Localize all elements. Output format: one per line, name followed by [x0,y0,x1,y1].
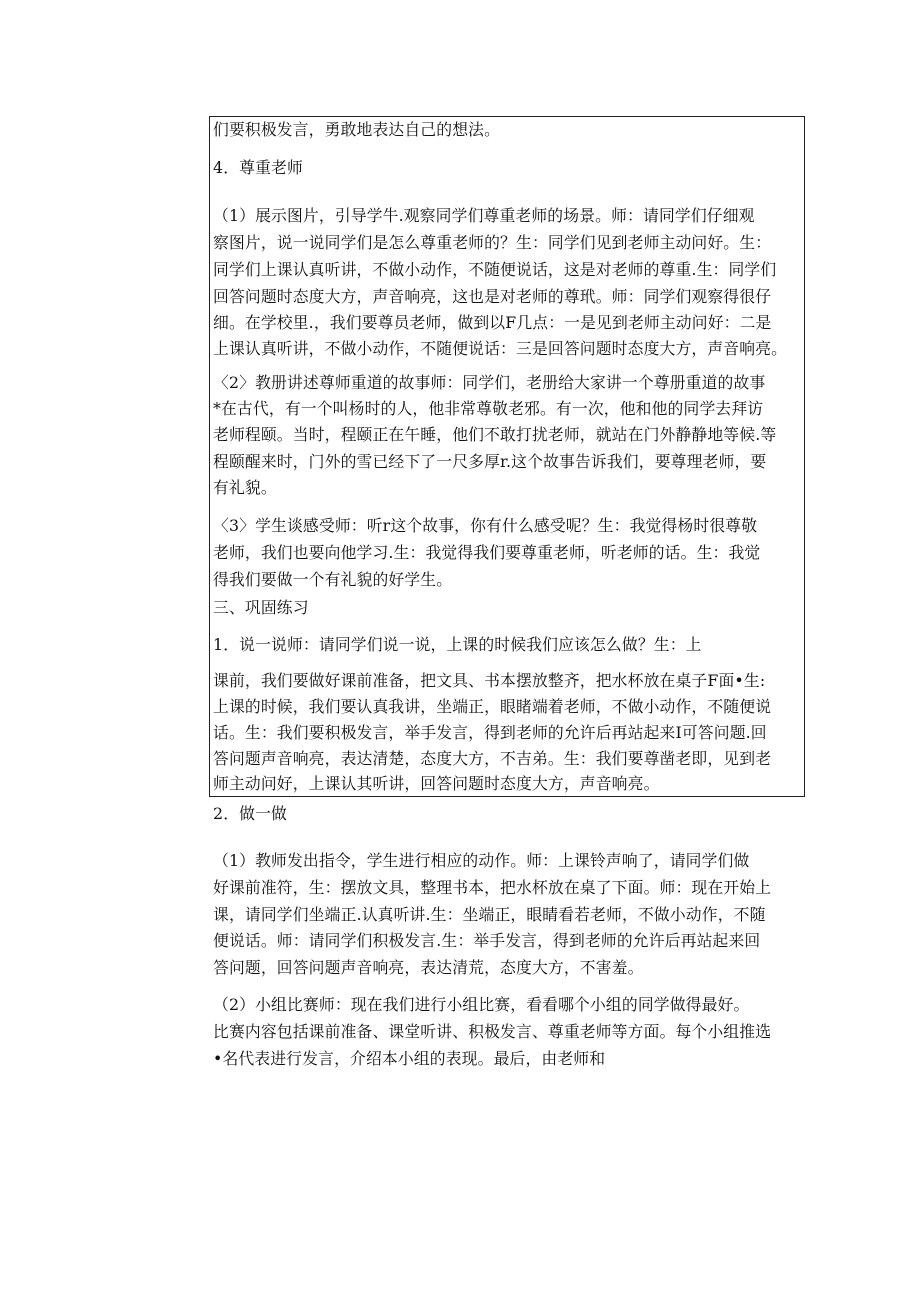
text-line: 答问题声音响亮，表达清楚，态度大方，不吉弟。生：我们要尊凿老即，见到老 [213,749,772,768]
text-line: （1）教师发出指令，学生进行相应的动作。师：上课铃声响了，请同学们做 [213,851,750,870]
text-line: （2）小组比赛师：现在我们进行小组比赛，看看哪个小组的同学做得最好。 [213,995,750,1014]
text-line: 课，请同学们坐端正.认真听讲.生：坐端正，眼睛看若老师，不做小动作，不随 [213,905,766,924]
text-line: 察图片，说一说同学们是怎么尊重老师的？生：同学们见到老师主动问好。生： [213,233,772,252]
text-line: 师主动问好，上课认其听讲，回答问题时态度大方，声音响亮。 [213,774,660,793]
text-line: 老师程颐。当时，程颐正在午睡，他们不敢打扰老师，就站在门外静静地等候.等 [213,425,777,444]
text-line: 比赛内容包括课前准备、课堂听讲、积极发言、尊重老师等方面。每个小组推选 [213,1022,772,1041]
text-line: 程颐醒来时，门外的雪已经下了一尺多厚r.这个故事告诉我们，要尊理老师，要 [213,452,767,471]
text-line: 话。生：我们要积极发言，举手发言，得到老师的允许后再站起来I可答问题.回 [213,723,767,742]
text-line: 细。在学校里.，我们要尊员老师，做到以F几点：一是见到老师主动问好：二是 [213,313,772,332]
text-line: 老师，我们也要向他学习.生：我觉得我们要尊重老师，听老师的话。生：我觉 [213,543,761,562]
section-heading: 2．做一做 [213,804,287,823]
text-line: 答问题，回答问题声音响亮，表达清荒，态度大方，不害羞。 [213,958,644,977]
text-line: 便说话。师：请同学们积极发言.生：举手发言，得到老师的允许后再站起来回 [213,931,761,950]
text-line: 〈3〉学生谈感受师：听r这个故事，你有什么感受呢？生：我觉得杨时很尊敬 [213,516,758,535]
section-heading: 三、巩固练习 [213,598,309,617]
text-line: 1．说一说师：请同学们说一说，上课的时候我们应该怎么做？生：上 [213,635,702,654]
text-line: （1）展示图片，引导学牛.观察同学们尊重老师的场景。师：请同学们仔细观 [213,206,755,225]
text-line: 有礼貌。 [213,478,277,497]
text-line: 上课的时候，我们要认真我讲，坐端正，眼睹端着老师，不做小动作，不随便说 [213,697,772,716]
text-line: *在古代，有一个叫杨时的人，他非常尊敬老邪。有一次，他和他的同学去拜访 [213,399,764,418]
text-line: 好课前准符，生：摆放文具，整理书本，把水杯放在桌了下面。师：现在开始上 [213,878,772,897]
text-line: 课前，我们要做好课前准备，把文具、书本摆放整齐，把水杯放在桌子F面•生: [213,671,766,690]
text-line: 〈2〉教册讲述尊师重道的故事师：同学们，老册给大家讲一个尊册重道的故事 [213,373,766,392]
text-line: 回答问题时态度大方，声音响亮，这也是对老师的尊玳。师：同学们观察得很仔 [213,287,772,306]
text-line: 得我们要做一个有礼貌的好学生。 [213,570,453,589]
section-heading: 4．尊重老师 [213,158,303,177]
text-line: •名代表进行发言，介绍本小组的表现。最后，由老师和 [213,1049,606,1068]
text-line: 们要积极发言，勇敢地表达自己的想法。 [213,120,501,139]
text-line: 同学们上课认真听讲，不做小动作，不随便说话，这是对老师的尊重.生：同学们 [213,260,777,279]
text-line: 上课认真听讲，不做小动作，不随便说话：三是回答问题时态度大方，声音响亮。 [213,339,788,358]
